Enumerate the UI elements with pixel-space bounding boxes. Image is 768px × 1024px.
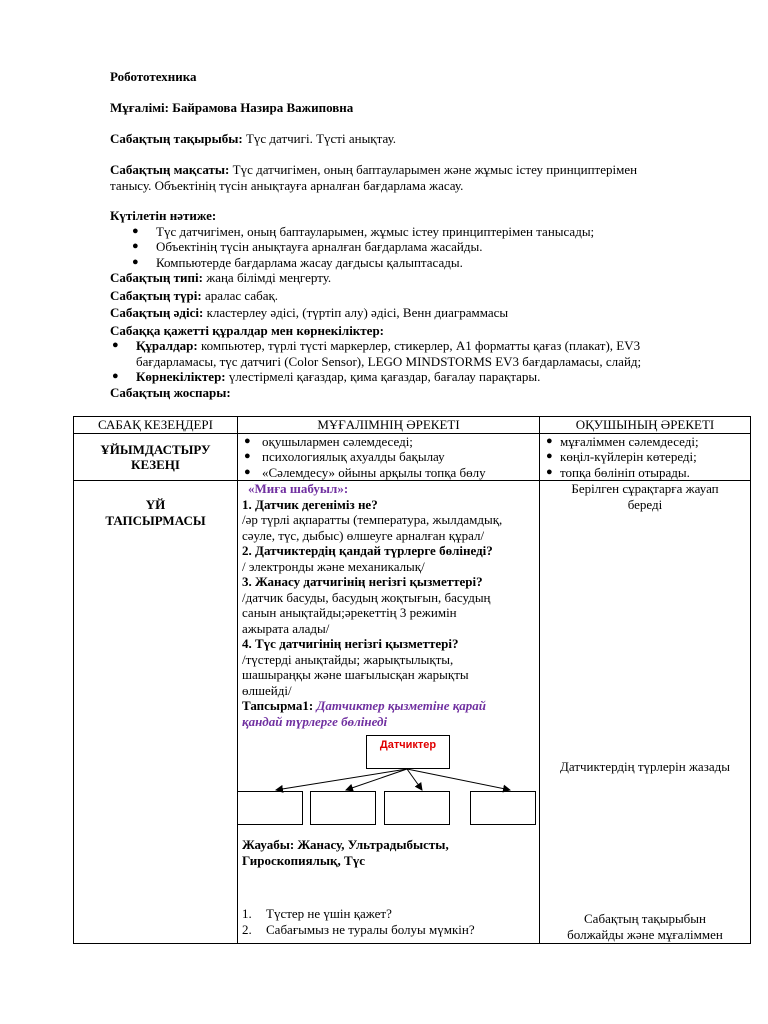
- plan-label: Сабақтың жоспары:: [110, 384, 231, 400]
- diagram-empty-box[interactable]: [310, 791, 376, 825]
- diagram-root-box: Датчиктер: [366, 735, 450, 769]
- outcome-block: Күтілетін нәтиже: ● Түс датчигімен, оның баптауларымен, жұмыс істеу принциптерімен танысады; ● Объектінің түсін анықтауға арналған бағдарлама жасайды. ● Компьютерде бағдарлама жасау дағдысы қалыптасады. Сабақтың типі: жаңа білімді меңгерту. Сабақтың түрі: аралас сабақ. Сабақтың әдісі: кластерлеу әдісі, (түртіп алу) әдісі, Венн диаграммасы Сабаққа қажетті құралдар мен көрнекіліктер: ● Құралдар: компьютер, түрлі түсті маркерлер, стикерлер, А1 форматты қағаз (плакат), EV3 бағдарламасы, түс датчигі (Color Sensor), LEGO MINDSTORMS EV3 бағдарламасы, слайд; ● Көрнекіліктер: үлестірмелі қағаздар, қима қағаздар, бағалау парақтары. Сабақтың жоспары:: [110, 208, 720, 400]
- lesson-type: Сабақтың типі: жаңа білімді меңгерту.: [110, 270, 332, 285]
- list-item: ● топқа бөлініп отырады.: [546, 464, 690, 480]
- table-row: [74, 481, 751, 944]
- list-item: ● Түс датчигімен, оның баптауларымен, жұмыс істеу принциптерімен танысады;: [132, 223, 595, 239]
- subject-title: Робототехника: [110, 69, 197, 84]
- student-bottom-text: Сабақтың тақырыбын болжайды және мұғаліммен: [567, 911, 723, 942]
- list-item: ● көңіл-күйлерін көтереді;: [546, 449, 697, 464]
- table-header-row: [74, 417, 751, 434]
- teacher-line: Мұғалімі: Байрамова Назира Важиповна: [110, 100, 354, 115]
- list-item: ● оқушылармен сәлемдеседі;: [244, 433, 413, 449]
- list-item: ● психологиялық ахуалды бақылау: [244, 449, 445, 464]
- diagram-arrows: [242, 735, 542, 795]
- student-cell: Берілген сұрақтарға жауап береді Датчиктердің түрлерін жазады Сабақтың тақырыбын болжайды және мұғаліммен: [540, 481, 751, 944]
- list-item: ● Компьютерде бағдарлама жасау дағдысы қалыптасады.: [132, 254, 463, 270]
- sensor-cluster-diagram: [242, 735, 542, 835]
- arrow-1: [276, 769, 407, 790]
- arrow-2: [346, 769, 407, 790]
- list-item: ● мұғаліммен сәлемдеседі;: [546, 433, 699, 449]
- outcome-list: [110, 224, 720, 271]
- tools-list: [110, 338, 720, 385]
- column-header: ОҚУШЫНЫҢ ӘРЕКЕТІ: [540, 417, 751, 434]
- diagram-empty-box[interactable]: [470, 791, 536, 825]
- diagram-empty-box[interactable]: [384, 791, 450, 825]
- diagram-empty-box[interactable]: [237, 791, 303, 825]
- list-item: ● «Сәлемдесу» ойыны арқылы топқа бөлу: [244, 464, 486, 480]
- list-item: ● Көрнекіліктер: үлестірмелі қағаздар, қима қағаздар, бағалау парақтары.: [112, 369, 541, 384]
- column-header: МҰҒАЛІМНІҢ ӘРЕКЕТІ: [238, 417, 540, 434]
- lesson-method: Сабақтың әдісі: кластерлеу әдісі, (түртіп алу) әдісі, Венн диаграммасы: [110, 305, 509, 320]
- stage-cell: ҰЙЫМДАСТЫРУ КЕЗЕҢІ: [74, 433, 238, 481]
- arrow-3: [407, 769, 422, 790]
- goal-block: Сабақтың мақсаты: Түс датчигімен, оның баптауларымен және жұмыс істеу принциптерімен танысу. Объектінің түсін анықтауға арналған бағдарлама жасау.: [110, 162, 638, 193]
- table-row: [74, 433, 751, 481]
- student-cell: [540, 433, 751, 481]
- column-header: САБАҚ КЕЗЕҢДЕРІ: [74, 417, 238, 434]
- tools-heading: Сабаққа қажетті құралдар мен көрнекіліктер:: [110, 322, 385, 338]
- list-item: 2. Сабағымыз не туралы болуы мүмкін?: [242, 921, 475, 937]
- teacher-cell: «Миға шабуыл»: 1. Датчик дегеніміз не? /әр түрлі ақпаратты (температура, жылдамдық, сәуле, түс, дыбыс) өлшеуге арналған құрал/ 2. Датчиктердің қандай түрлерге бөлінеді? / электронды және механикалық/ 3. Жанасу датчигінің негізгі қызметтері? /датчик басуды, басудың жоқтығын, басудың санын анықтайды;әрекеттің 3 режимін ажырата алады/ 4. Түс датчигінің негізгі қызметтері? /түстерді анықтайды; жарықтылықты, шашыраңқы және шағылысқан жарықты өлшейді/ Тапсырма1: Датчиктер қызметіне қарай қандай түрлерге бөлінеді Датчиктер Жауабы: Жанасу, Ультрадыбысты, Гироскопиялық, Түс 1. Түстер не үшін қажет? 2. Сабағымыз не туралы болуы мүмкін?: [238, 481, 540, 944]
- list-item: ● Құралдар: компьютер, түрлі түсті маркерлер, стикерлер, А1 форматты қағаз (плакат), EV3 бағдарламасы, түс датчигі (Color Sensor), LEGO MINDSTORMS EV3 бағдарламасы, слайд;: [112, 338, 642, 369]
- question-list: [242, 906, 535, 937]
- lesson-plan-table: [73, 416, 751, 944]
- arrow-4: [407, 769, 510, 790]
- list-item: 1. Түстер не үшін қажет?: [242, 906, 392, 921]
- teacher-cell: [238, 433, 540, 481]
- lesson-kind: Сабақтың түрі: аралас сабақ.: [110, 287, 279, 303]
- student-mid-text: Датчиктердің түрлерін жазады: [560, 759, 730, 774]
- brainstorm-title: «Миға шабуыл»:: [248, 481, 349, 496]
- topic-line: Сабақтың тақырыбы: Түс датчигі. Түсті анықтау.: [110, 131, 397, 146]
- task-line: Тапсырма1: Датчиктер қызметіне қарай: [242, 698, 487, 713]
- list-item: ● Объектінің түсін анықтауға арналған бағдарлама жасайды.: [132, 239, 483, 254]
- stage-cell: ҮЙ ТАПСЫРМАСЫ: [74, 481, 238, 944]
